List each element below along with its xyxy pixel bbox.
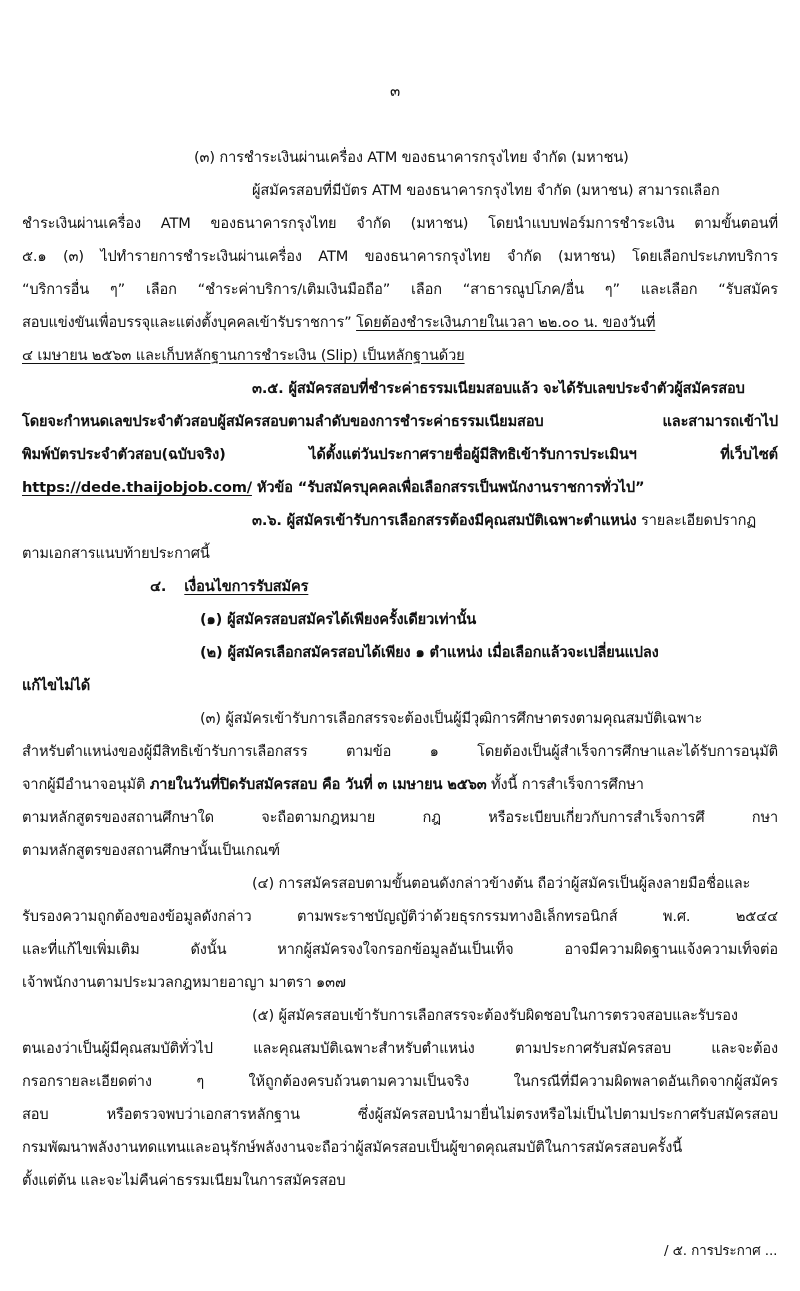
payment-deadline-text: ๔ เมษายน ๒๕๖๓ และเก็บหลักฐานการชำระเงิน (Slip) เป็นหลักฐานด้วย xyxy=(22,347,465,364)
page-number: ๓ xyxy=(390,82,401,100)
paragraph-line: (๓) ผู้สมัครเข้ารับการเลือกสรรจะต้องเป็นผู้มีวุฒิการศึกษาตรงตามคุณสมบัติเฉพาะ xyxy=(200,710,703,727)
paragraph-line xyxy=(22,312,655,334)
paragraph-line: สำหรับตำแหน่งของผู้มีสิทธิเข้ารับการเลือกสรร ตามข้อ ๑ โดยต้องเป็นผู้สำเร็จการศึกษาและได้รับการอนุมัติ xyxy=(22,743,778,760)
paragraph-line: (๔) การสมัครสอบตามขั้นตอนดังกล่าวข้างต้น ถือว่าผู้สมัครเป็นผู้ลงลายมือชื่อและ xyxy=(252,875,751,892)
section-number: ๔. xyxy=(150,578,167,595)
paragraph-line: ตั้งแต่ต้น และจะไม่คืนค่าธรรมเนียมในการสมัครสอบ xyxy=(22,1172,346,1189)
paragraph-line: (๕) ผู้สมัครสอบเข้ารับการเลือกสรรจะต้องรับผิดชอบในการตรวจสอบและรับรอง xyxy=(252,1007,738,1024)
list-item: (๒) ผู้สมัครเลือกสมัครสอบได้เพียง ๑ ตำแหน่ง เมื่อเลือกแล้วจะเปลี่ยนแปลง xyxy=(200,644,659,661)
paragraph-line xyxy=(252,510,756,532)
paragraph-line: และที่แก้ไขเพิ่มเติม ดังนั้น หากผู้สมัครจงใจกรอกข้อมูลอันเป็นเท็จ อาจมีความผิดฐานแจ้งความเท็จต่อ xyxy=(22,941,778,958)
text-span: หัวข้อ “รับสมัครบุคคลเพื่อเลือกสรรเป็นพนักงานราชการทั่วไป” xyxy=(251,479,645,496)
text-span: จากผู้มีอำนาจอนุมัติ xyxy=(22,776,150,793)
paragraph-line: สอบ หรือตรวจพบว่าเอกสารหลักฐาน ซึ่งผู้สมัครสอบนำมายื่นไม่ตรงหรือไม่เป็นไปตามประกาศรับสมัครสอบ xyxy=(22,1106,778,1123)
paragraph-line: ๓.๕. ผู้สมัครสอบที่ชำระค่าธรรมเนียมสอบแล้ว จะได้รับเลขประจำตัวผู้สมัครสอบ xyxy=(252,380,745,397)
text-span: สอบแข่งขันเพื่อบรรจุและแต่งตั้งบุคคลเข้ารับราชการ” xyxy=(22,314,357,331)
paragraph-line: ตามเอกสารแนบท้ายประกาศนี้ xyxy=(22,545,210,562)
paragraph-line: ตนเองว่าเป็นผู้มีคุณสมบัติทั่วไป และคุณสมบัติเฉพาะสำหรับตำแหน่ง ตามประกาศรับสมัครสอบ และจะต้อง xyxy=(22,1040,778,1057)
text-span: รายละเอียดปรากฏ xyxy=(636,512,756,529)
section-heading xyxy=(150,576,308,598)
paragraph-line xyxy=(22,477,644,499)
text-span: ทั้งนี้ การสำเร็จการศึกษา xyxy=(486,776,644,793)
paragraph-line: ตามหลักสูตรของสถานศึกษาใด จะถือตามกฎหมาย กฎ หรือระเบียบเกี่ยวกับการสำเร็จการศึ กษา xyxy=(22,809,778,826)
paragraph-line: “บริการอื่น ๆ” เลือก “ชำระค่าบริการ/เติมเงินมือถือ” เลือก “สาธารณูปโภค/อื่น ๆ” และเลือก “รับสมัคร xyxy=(22,281,778,298)
footer-continuation: / ๕. การประกาศ ... xyxy=(664,1243,778,1259)
paragraph-line: ตามหลักสูตรของสถานศึกษานั้นเป็นเกณฑ์ xyxy=(22,842,280,859)
paragraph-line: ชำระเงินผ่านเครื่อง ATM ของธนาคารกรุงไทย จำกัด (มหาชน) โดยนำแบบฟอร์มการชำระเงิน ตามขั้นตอนที่ xyxy=(22,215,778,232)
payment-deadline-text: โดยต้องชำระเงินภายในเวลา ๒๒.๐๐ น. ของวันที่ xyxy=(356,314,656,331)
paragraph-line: รับรองความถูกต้องของข้อมูลดังกล่าว ตามพระราชบัญญัติว่าด้วยธุรกรรมทางอิเล็กทรอนิกส์ พ.ศ. ๒๕๔๔ xyxy=(22,908,778,925)
paragraph-line: ผู้สมัครสอบที่มีบัตร ATM ของธนาคารกรุงไทย จำกัด (มหาชน) สามารถเลือก xyxy=(252,182,720,199)
text-span: ๓.๖. ผู้สมัครเข้ารับการเลือกสรรต้องมีคุณสมบัติเฉพาะตำแหน่ง xyxy=(252,512,637,529)
paragraph-line: พิมพ์บัตรประจำตัวสอบ(ฉบับจริง) ได้ตั้งแต่วันประกาศรายชื่อผู้มีสิทธิเข้ารับการประเมินฯ ที่เว็บไซต์ xyxy=(22,446,778,463)
list-item: (๑) ผู้สมัครสอบสมัครได้เพียงครั้งเดียวเท่านั้น xyxy=(200,611,477,628)
paragraph-line: โดยจะกำหนดเลขประจำตัวสอบผู้สมัครสอบตามลำดับของการชำระค่าธรรมเนียมสอบ และสามารถเข้าไป xyxy=(22,413,778,430)
paragraph-line: (๓) การชำระเงินผ่านเครื่อง ATM ของธนาคารกรุงไทย จำกัด (มหาชน) xyxy=(194,149,629,166)
closing-date-text: ภายในวันที่ปิดรับสมัครสอบ คือ วันที่ ๓ เมษายน ๒๕๖๓ xyxy=(149,776,487,793)
section-title: เงื่อนไขการรับสมัคร xyxy=(184,578,309,595)
paragraph-line: กรมพัฒนาพลังงานทดแทนและอนุรักษ์พลังงานจะถือว่าผู้สมัครสอบเป็นผู้ขาดคุณสมบัติในการสมัครสอบครั้งนี้ xyxy=(22,1139,683,1156)
paragraph-line: กรอกรายละเอียดต่าง ๆ ให้ถูกต้องครบถ้วนตามความเป็นจริง ในกรณีที่มีความผิดพลาดอันเกิดจากผู้สมัคร xyxy=(22,1073,778,1090)
website-link[interactable]: https://dede.thaijobjob.com/ xyxy=(22,479,252,496)
paragraph-line xyxy=(22,774,644,796)
list-item: แก้ไขไม่ได้ xyxy=(22,677,91,694)
paragraph-line: เจ้าพนักงานตามประมวลกฎหมายอาญา มาตรา ๑๓๗ xyxy=(22,974,346,991)
paragraph-line: ๕.๑ (๓) ไปทำรายการชำระเงินผ่านเครื่อง ATM ของธนาคารกรุงไทย จำกัด (มหาชน) โดยเลือกประเภทบริการ xyxy=(22,248,778,265)
